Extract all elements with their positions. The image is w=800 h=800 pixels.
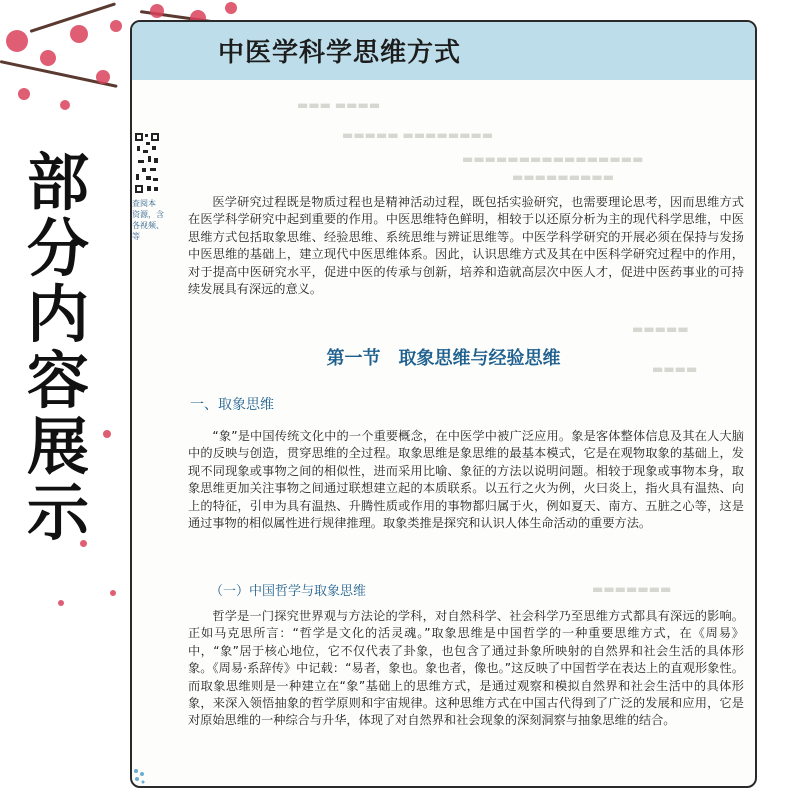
blossom xyxy=(40,50,56,66)
banner-char: 部 xyxy=(26,146,89,219)
side-banner-title xyxy=(18,146,98,549)
section-title: 第一节 取象思维与经验思维 xyxy=(326,348,561,369)
banner-char: 分 xyxy=(26,212,89,285)
subheading-level-1: 一、取象思维 xyxy=(190,397,274,413)
blossom xyxy=(18,88,30,100)
blossom xyxy=(6,30,28,52)
blossom xyxy=(70,25,88,43)
subheading-level-2: （一）中国哲学与取象思维 xyxy=(210,584,367,599)
blossom xyxy=(150,4,164,18)
banner-char: 展 xyxy=(26,410,89,483)
blossom xyxy=(110,20,122,32)
petal xyxy=(58,600,64,606)
blossom xyxy=(225,2,237,14)
banner-char: 内 xyxy=(26,278,89,351)
petal xyxy=(110,590,116,596)
body-paragraph: “象”是中国传统文化中的一个重要概念，在中医学中被广泛应用。象是客体整体信息及其在人大脑中的反映与创造，贯穿思维的全过程。取象思维是象思维的最基本模式，它是在观物取象的基础上，发现不同现象或事物之间的相似性，进而采用比喻、象征的方法以说明问题。相较于现象或事物本身，取象思维更加关注事物之间通过联想建立起的本质联系。以五行之火为例，火曰炎上，指火具有温热、向上的特征，引申为具有温热、升腾性质或作用的事物都归属于火，例如夏天、南方、五脏之心等，这是通过事物的相似属性进行规律推理。取象类推是探究和认识人体生命活动的重要方法。 xyxy=(188,429,744,531)
chapter-header-band xyxy=(132,22,755,80)
banner-char: 示 xyxy=(26,476,89,549)
intro-paragraph: 医学研究过程既是物质过程也是精神活动过程，既包括实验研究，也需要理论思考，因而思维方式在医学科学研究中起到重要的作用。中医思维特色鲜明，相较于以还原分析为主的现代科学思维，中医思维方式包括取象思维、经验思维、系统思维与辨证思维等。中医学科学研究的开展必须在保持与发扬中医思维的基础上，建立现代中医思维体系。因此，认识思维方式及其在中医科学研究过程中的作用，对于提高中医研究水平，促进中医的传承与创新，培养和造就高层次中医人才，促进中医药事业的可持续发展具有深远的意义。 xyxy=(188,195,744,297)
book-page: 中医学科学思维方式 查阅本 资源，含 各视频、 等 ▬▬▬ ▬▬▬▬ ▬▬▬▬▬ ▬▬▬▬▬▬▬▬ ▬▬▬▬▬▬▬▬▬▬▬▬▬▬▬▬ ▬▬▬▬▬▬▬▬▬ ▬▬▬▬▬ ▬▬▬▬ ▬▬▬▬▬▬▬ 医学研究过程既是物质过程也是精神活动过程，既包括实验研究，也需要理论思考，因而思维方式在医学科学研究中起到重要的作用。中医思维特色鲜明，相较于以还原分析为主的现代科学思维，中医思维方式包括取象思维、经验思维、系统思维与辨证思维等。中医学科学研究的开展必须在保持与发扬中医思维的基础上，建立现代中医思维体系。因此，认识思维方式及其在中医科学研究过程中的作用，对于提高中医研究水平，促进中医的传承与创新，培养和造就高层次中医人才，促进中医药事业的可持续发展具有深远的意义。 第一节 取象思维与经验思维 一、取象思维 “象”是中国传统文化中的一个重要概念，在中医学中被广泛应用。象是客体整体信息及其在人大脑中的反映与创造，贯穿思维的全过程。取象思维是象思维的最基本模式，它是在观物取象的基础上，发现不同现象或事物之间的相似性，进而采用比喻、象征的方法以说明问题。相较于现象或事物本身，取象思维更加关注事物之间通过联想建立起的本质联系。以五行之火为例，火曰炎上，指火具有温热、向上的特征，引申为具有温热、升腾性质或作用的事物都归属于火，例如夏天、南方、五脏之心等，这是通过事物的相似属性进行规律推理。取象类推是探究和认识人体生命活动的重要方法。 （一）中国哲学与取象思维 哲学是一门探究世界观与方法论的学科，对自然科学、社会科学乃至思维方式都具有深远的影响。正如马克思所言：“哲学是文化的活灵魂。”取象思维是中国哲学的一种重要思维方式，在《周易》中，“象”居于核心地位，它不仅代表了卦象，也包含了通过卦象所映射的自然界和社会生活的具体形象。《周易·系辞传》中记载：“易者，象也。象也者，像也。”这反映了中国哲学在表达上的直观形象性。而取象思维则是一种建立在“象”基础上的思维方式，是通过观察和模拟自然界和社会生活中的具体形象，来深入领悟抽象的哲学原则和宇宙规律。这种思维方式在中国古代得到了广泛的发展和应用，它是对原始思维的一种综合与升华，体现了对自然界和社会现象的深刻洞察与抽象思维的结合。 xyxy=(130,20,757,788)
chapter-title: 中医学科学思维方式 xyxy=(218,38,462,68)
qr-code-icon xyxy=(134,132,160,194)
corner-dots-decoration xyxy=(132,767,148,785)
qr-margin-note: 查阅本 资源，含 各视频、 等 xyxy=(132,199,164,241)
banner-char: 容 xyxy=(26,344,89,417)
petal xyxy=(103,430,111,438)
blossom xyxy=(60,100,70,110)
blossom xyxy=(96,70,110,84)
body-paragraph: 哲学是一门探究世界观与方法论的学科，对自然科学、社会科学乃至思维方式都具有深远的影响。正如马克思所言：“哲学是文化的活灵魂。”取象思维是中国哲学的一种重要思维方式，在《周易》中，“象”居于核心地位，它不仅代表了卦象，也包含了通过卦象所映射的自然界和社会生活的具体形象。《周易·系辞传》中记载：“易者，象也。象也者，像也。”这反映了中国哲学在表达上的直观形象性。而取象思维则是一种建立在“象”基础上的思维方式，是通过观察和模拟自然界和社会生活中的具体形象，来深入领悟抽象的哲学原则和宇宙规律。这种思维方式在中国古代得到了广泛的发展和应用，它是对原始思维的一种综合与升华，体现了对自然界和社会现象的深刻洞察与抽象思维的结合。 xyxy=(188,609,744,728)
